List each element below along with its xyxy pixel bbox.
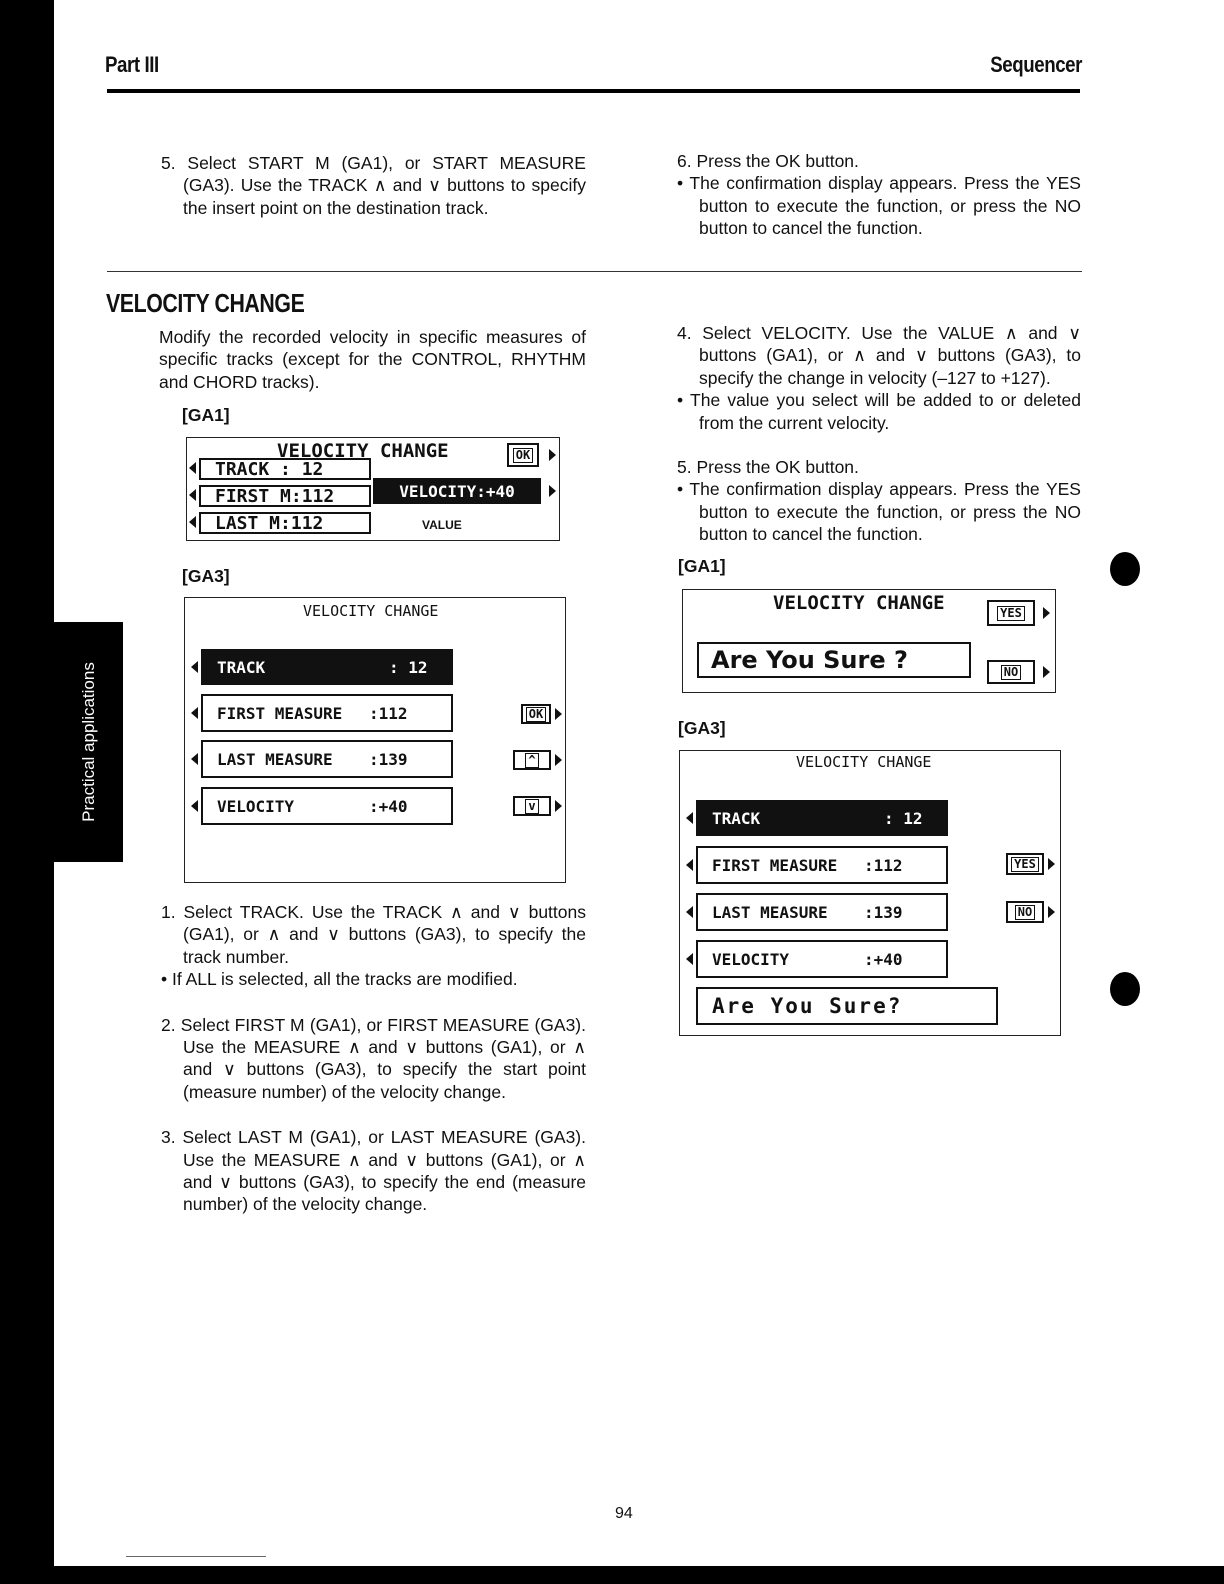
confirm-ga3-last-field[interactable] [696,893,948,931]
confirm-ga3-yes-label: YES [1011,857,1039,872]
section-intro [159,326,586,393]
ga3-ok-arrow-icon[interactable] [555,708,562,720]
ga1-velocity-right-arrow-icon[interactable] [549,485,556,497]
ga1-last-field[interactable] [199,512,371,534]
ga3-first-field[interactable] [201,694,453,732]
binding-hole-bottom [1110,972,1140,1006]
step-4-bullet: • The value you select will be added to or deleted from the current velocity. [677,390,1081,433]
top-left-text [161,152,586,219]
step-5-bullet: • The confirmation display appears. Press the YES button to execute the function, or press the NO button to cancel the function. [677,479,1081,545]
confirm-ga3-first-field[interactable] [696,846,948,884]
ga3-track-name: TRACK [217,657,266,677]
ga1-velocity-field[interactable] [373,478,541,504]
confirm-ga1-no-arrow-icon[interactable] [1043,666,1050,678]
confirm-ga3-track-field[interactable] [696,800,948,836]
ga3-track-field[interactable] [201,649,453,685]
top-right-text [677,150,1081,240]
ga3-up-button[interactable] [513,750,551,770]
ga3-ok-label: OK [526,707,546,722]
ga3-up-label: ^ [525,753,538,768]
left-steps [161,901,586,1216]
step-1-bullet: • If ALL is selected, all the tracks are modified. [161,969,518,990]
step-3: 3. Select LAST M (GA1), or LAST MEASURE (GA3). Use the MEASURE ∧ and ∨ buttons (GA1), or ∧ and ∨ buttons (GA3), to specify the end (measure number) of the velocity change. [161,1127,586,1215]
confirm-ga3-velocity-name: VELOCITY [712,949,790,969]
ga3-up-arrow-icon[interactable] [555,754,562,766]
confirm-ga3-no-arrow-icon[interactable] [1048,906,1055,918]
ga1-track-left-arrow-icon[interactable] [189,462,196,474]
confirm-ga3-velocity-left-arrow-icon[interactable] [686,953,693,965]
intro-paragraph: Modify the recorded velocity in specific measures of specific tracks (except for the CONTROL, RHYTHM and CHORD tracks). [159,327,586,392]
ga1-value-label: VALUE [422,518,462,532]
ga3-label: [GA3] [182,566,230,586]
confirm-ga1-screen [682,589,1056,693]
confirm-ga3-first-name: FIRST MEASURE [712,855,838,875]
step-6-ok: 6. Press the OK button. [677,151,859,171]
footer-line [126,1556,266,1557]
ga1-first-text: FIRST M:112 [215,485,335,507]
ga3-down-arrow-icon[interactable] [555,800,562,812]
ga3-ok-button[interactable] [521,704,551,724]
ga3-last-field[interactable] [201,740,453,778]
confirm-ga3-prompt-box [696,987,998,1025]
ga3-track-left-arrow-icon[interactable] [191,661,198,673]
side-tab-label: Practical applications [78,662,98,822]
right-steps [677,322,1081,546]
confirm-ga1-yes-arrow-icon[interactable] [1043,607,1050,619]
ga1-ok-arrow-icon[interactable] [549,449,556,461]
header-rule [107,89,1080,93]
confirm-ga3-track-value: : 12 [884,808,923,828]
ga1-ok-button[interactable] [507,443,539,467]
binding-hole-top [1110,552,1140,586]
ga1-track-text: TRACK : 12 [215,458,324,480]
step-4: 4. Select VELOCITY. Use the VALUE ∧ and ∨ buttons (GA1), or ∧ and ∨ buttons (GA3), to specify the change in velocity (–127 to +127). [677,323,1081,388]
confirm-ga3-title: VELOCITY CHANGE [796,753,932,771]
confirm-ga1-yes-label: YES [997,606,1025,621]
ga1-last-text: LAST M:112 [215,512,324,534]
confirm-ga3-no-button[interactable] [1006,901,1044,923]
confirm-ga3-screen [679,750,1061,1036]
confirm-ga3-first-left-arrow-icon[interactable] [686,859,693,871]
confirm-ga3-velocity-value: :+40 [864,949,903,969]
header-part: Part III [105,52,159,77]
ga1-first-field[interactable] [199,485,371,507]
confirm-ga3-track-left-arrow-icon[interactable] [686,812,693,824]
ga3-first-left-arrow-icon[interactable] [191,707,198,719]
ga1-velocity-text: VELOCITY:+40 [399,481,515,501]
ga3-first-value: :112 [369,703,408,723]
section-title: VELOCITY CHANGE [106,288,305,318]
confirm-ga1-label: [GA1] [678,556,726,576]
ga3-velocity-value: :+40 [369,796,408,816]
ga3-first-name: FIRST MEASURE [217,703,343,723]
confirm-ga3-first-value: :112 [864,855,903,875]
ga3-last-value: :139 [369,749,408,769]
confirm-ga1-no-button[interactable] [987,660,1035,684]
ga1-label: [GA1] [182,405,230,425]
ga1-track-field[interactable] [199,458,371,480]
confirm-ga1-yes-button[interactable] [987,600,1035,626]
step-1: 1. Select TRACK. Use the TRACK ∧ and ∨ buttons (GA1), or ∧ and ∨ buttons (GA3), to specify the track number. [161,902,586,967]
confirm-ga3-no-label: NO [1015,905,1035,920]
step-6-bullet: • The confirmation display appears. Press the YES button to execute the function, or press the NO button to cancel the function. [677,173,1081,239]
ga3-down-button[interactable] [513,796,551,816]
confirm-ga3-track-name: TRACK [712,808,761,828]
header-section: Sequencer [990,52,1082,77]
ga3-last-left-arrow-icon[interactable] [191,753,198,765]
ga1-lcd-screen [186,437,560,541]
ga3-velocity-field[interactable] [201,787,453,825]
section-rule [107,271,1082,272]
confirm-ga1-no-label: NO [1001,665,1021,680]
ga3-velocity-left-arrow-icon[interactable] [191,800,198,812]
side-tab [54,622,123,862]
confirm-ga3-yes-arrow-icon[interactable] [1048,858,1055,870]
ga3-title: VELOCITY CHANGE [303,602,439,620]
ga3-lcd-screen [184,597,566,883]
step-5-start: 5. Select START M (GA1), or START MEASURE (GA3). Use the TRACK ∧ and ∨ buttons to specify the insert point on the destination track. [161,153,586,218]
ga3-last-name: LAST MEASURE [217,749,333,769]
ga1-ok-label: OK [513,448,533,463]
ga3-down-label: v [525,799,538,814]
page-number: 94 [615,1505,633,1522]
confirm-ga1-prompt-box [697,642,971,678]
confirm-ga3-prompt: Are You Sure? [712,994,903,1018]
step-5: 5. Press the OK button. [677,457,859,478]
step-2: 2. Select FIRST M (GA1), or FIRST MEASURE (GA3). Use the MEASURE ∧ and ∨ buttons (GA1), or ∧ and ∨ buttons (GA3), to specify the start point (measure number) of the velocity change. [161,1014,586,1102]
ga3-track-value: : 12 [389,657,428,677]
confirm-ga1-prompt: Are You Sure ? [711,646,908,674]
confirm-ga3-last-left-arrow-icon[interactable] [686,906,693,918]
confirm-ga1-title: VELOCITY CHANGE [773,592,945,614]
ga3-velocity-name: VELOCITY [217,796,295,816]
confirm-ga3-last-value: :139 [864,902,903,922]
confirm-ga3-label: [GA3] [678,718,726,738]
ga1-first-left-arrow-icon[interactable] [189,489,196,501]
confirm-ga3-velocity-field[interactable] [696,940,948,978]
ga1-last-left-arrow-icon[interactable] [189,516,196,528]
ga1-title: VELOCITY CHANGE [277,440,449,462]
confirm-ga3-yes-button[interactable] [1006,853,1044,875]
confirm-ga3-last-name: LAST MEASURE [712,902,828,922]
